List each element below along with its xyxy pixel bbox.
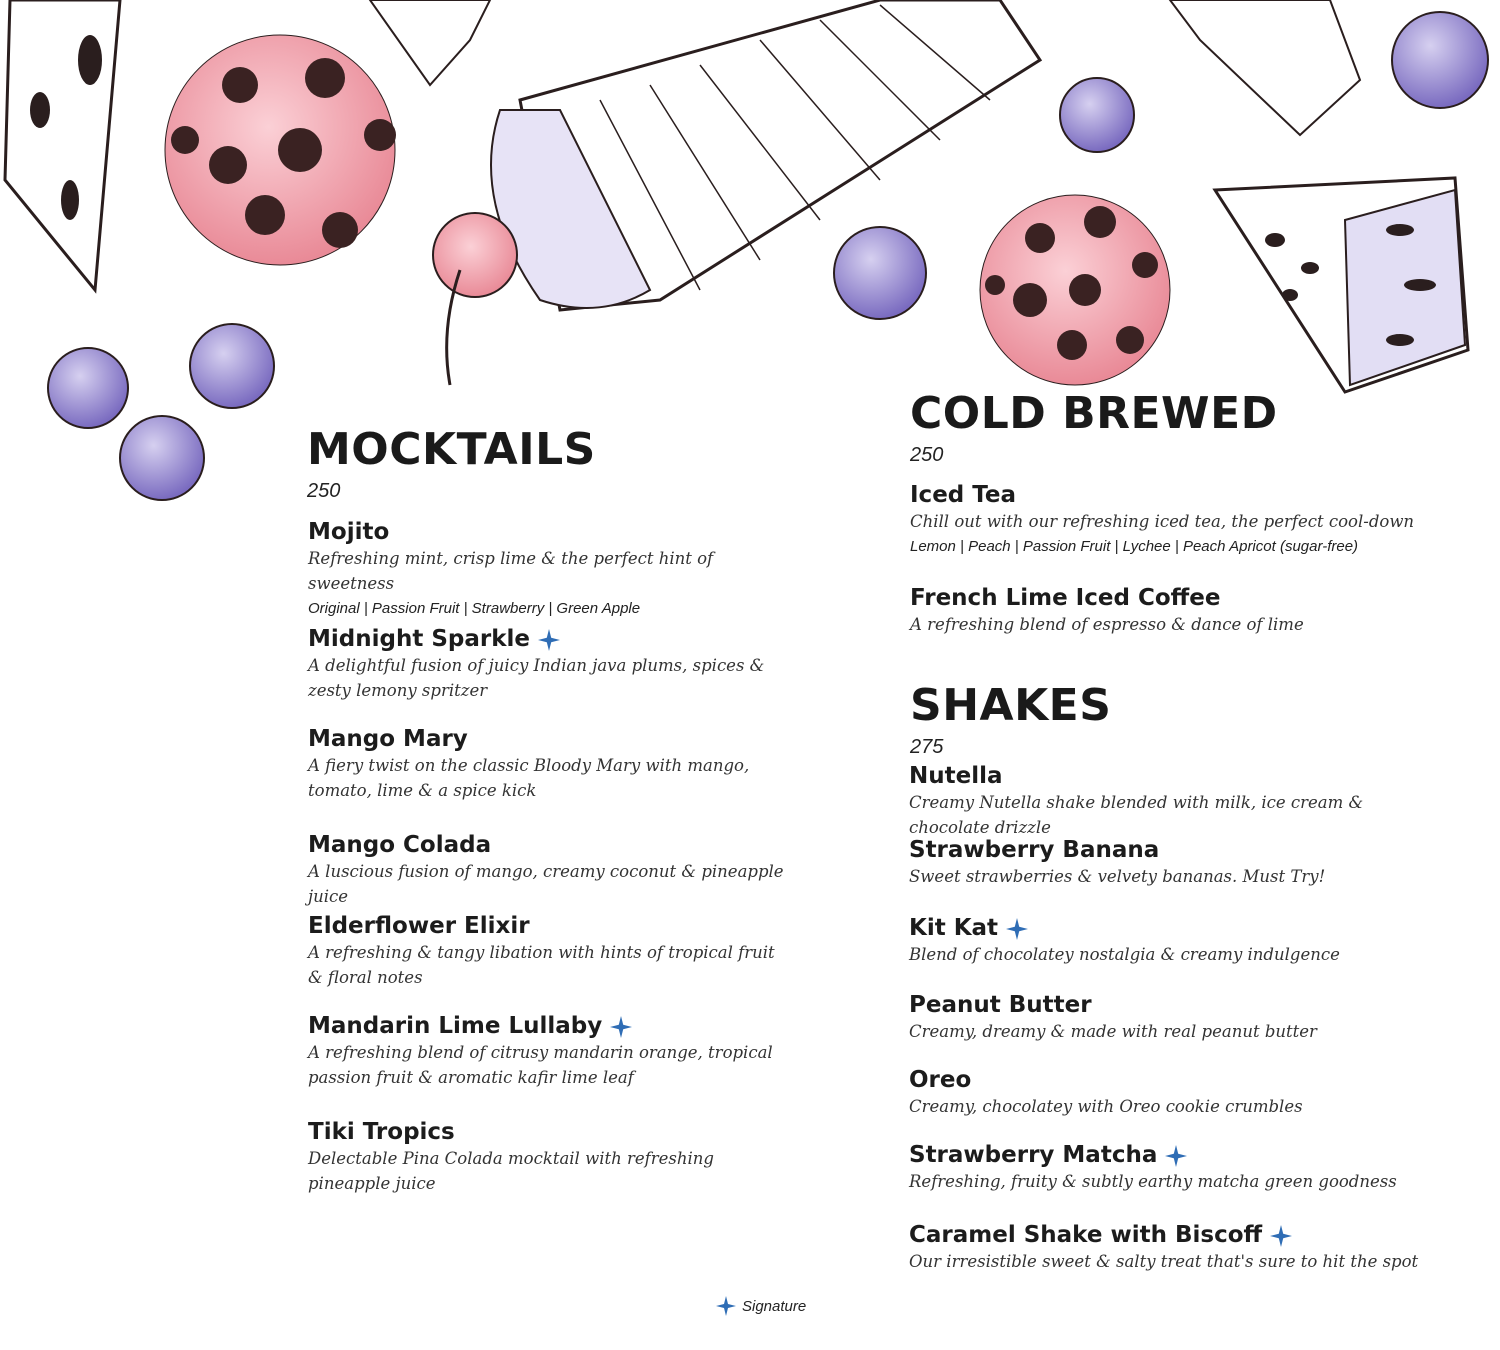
item-description: A delightful fusion of juicy Indian java plums, spices & zesty lemony spritzer [308, 656, 765, 700]
item-name [308, 1118, 788, 1146]
item-name-text: Iced Tea [910, 482, 1017, 508]
item-description: Blend of chocolatey nostalgia & creamy indulgence [909, 945, 1340, 964]
item-description: Refreshing, fruity & subtly earthy matcha green goodness [909, 1172, 1397, 1191]
menu-item [910, 584, 1430, 637]
item-name [308, 1012, 788, 1040]
item-name-text: Elderflower Elixir [308, 913, 530, 939]
menu-item [909, 1221, 1439, 1274]
mocktails-section [307, 424, 807, 503]
item-name-text: Mojito [308, 519, 390, 545]
item-description: Delectable Pina Colada mocktail with refreshing pineapple juice [308, 1149, 714, 1193]
signature-star-icon [610, 1016, 632, 1038]
item-name [909, 1141, 1439, 1169]
item-name [308, 831, 788, 859]
item-name [909, 836, 1439, 864]
item-name [308, 725, 788, 753]
cold-brewed-section [910, 388, 1470, 467]
item-name-text: Kit Kat [909, 915, 999, 941]
signature-star-icon [538, 629, 560, 651]
menu-item [909, 836, 1439, 889]
item-name-text: Tiki Tropics [308, 1119, 455, 1145]
item-name-text: Mango Mary [308, 726, 468, 752]
item-name [909, 1066, 1439, 1094]
item-description: Creamy, dreamy & made with real peanut butter [909, 1022, 1317, 1041]
item-description: A luscious fusion of mango, creamy coconut & pineapple juice [308, 862, 784, 906]
item-name-text: Mango Colada [308, 832, 492, 858]
item-name [909, 991, 1439, 1019]
section-title: SHAKES [910, 680, 1112, 731]
menu-item [909, 914, 1439, 967]
item-description: A refreshing & tangy libation with hints of tropical fruit & floral notes [308, 943, 775, 987]
item-name-text: French Lime Iced Coffee [910, 585, 1221, 611]
item-name-text: Mandarin Lime Lullaby [308, 1013, 603, 1039]
item-description: Our irresistible sweet & salty treat that's sure to hit the spot [909, 1252, 1419, 1271]
item-name [308, 912, 788, 940]
section-price: 275 [910, 736, 944, 758]
menu-item [308, 912, 788, 990]
section-title: MOCKTAILS [307, 424, 596, 475]
item-name-text: Oreo [909, 1067, 972, 1093]
item-name-text: Nutella [909, 763, 1003, 789]
menu-item [308, 518, 788, 617]
item-description: Chill out with our refreshing iced tea, the perfect cool-down [910, 512, 1415, 531]
item-name [308, 625, 788, 653]
signature-star-icon [1165, 1145, 1187, 1167]
item-name [910, 481, 1430, 509]
item-name-text: Strawberry Matcha [909, 1142, 1158, 1168]
shakes-section [910, 680, 1470, 759]
menu-item [308, 725, 788, 803]
item-name [308, 518, 788, 546]
signature-star-icon [1270, 1225, 1292, 1247]
item-name [909, 914, 1439, 942]
item-name-text: Midnight Sparkle [308, 626, 531, 652]
menu-item [909, 1066, 1439, 1119]
menu-item [308, 831, 788, 909]
menu-item [909, 1141, 1439, 1194]
menu-item [910, 481, 1430, 555]
item-description: A fiery twist on the classic Bloody Mary with mango, tomato, lime & a spice kick [308, 756, 750, 800]
section-price: 250 [307, 480, 341, 502]
menu-item [308, 1118, 788, 1196]
item-description: A refreshing blend of espresso & dance of lime [910, 615, 1304, 634]
item-description: A refreshing blend of citrusy mandarin orange, tropical passion fruit & aromatic kafir lime leaf [308, 1043, 773, 1087]
signature-star-icon [1006, 918, 1028, 940]
signature-legend [716, 1296, 806, 1316]
section-price: 250 [910, 444, 944, 466]
item-description: Refreshing mint, crisp lime & the perfect hint of sweetness [308, 549, 714, 593]
item-name [909, 1221, 1439, 1249]
item-name [910, 584, 1430, 612]
item-name-text: Caramel Shake with Biscoff [909, 1222, 1263, 1248]
four-point-star-icon [716, 1296, 736, 1316]
item-flavors: Original | Passion Fruit | Strawberry | Green Apple [308, 600, 641, 617]
menu-item [308, 625, 788, 703]
item-name-text: Peanut Butter [909, 992, 1092, 1018]
section-title: COLD BREWED [910, 388, 1278, 439]
menu-item [308, 1012, 788, 1090]
item-description: Creamy Nutella shake blended with milk, ice cream & chocolate drizzle [909, 793, 1364, 837]
item-name-text: Strawberry Banana [909, 837, 1160, 863]
menu-item [909, 991, 1439, 1044]
item-description: Sweet strawberries & velvety bananas. Must Try! [909, 867, 1326, 886]
menu-item [909, 762, 1439, 840]
legend-label: Signature [742, 1297, 807, 1315]
item-name [909, 762, 1439, 790]
item-description: Creamy, chocolatey with Oreo cookie crumbles [909, 1097, 1303, 1116]
item-flavors: Lemon | Peach | Passion Fruit | Lychee | Peach Apricot (sugar-free) [910, 538, 1359, 555]
